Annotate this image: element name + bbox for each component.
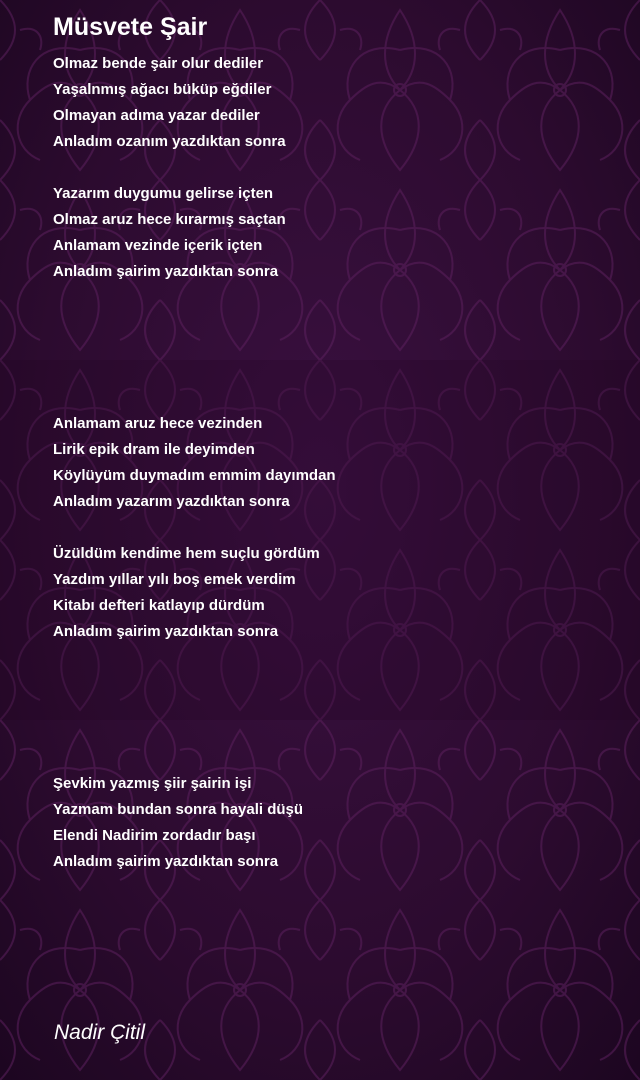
poem-line: Olmaz bende şair olur dediler (53, 55, 264, 72)
poem-title: Müsvete Şair (53, 13, 208, 41)
poem-stanza-3 (53, 411, 336, 515)
poem-line: Anlamam vezinde içerik içten (53, 237, 263, 254)
poem-stanza-2 (53, 181, 286, 285)
poem-line: Olmaz aruz hece kırarmış saçtan (53, 211, 286, 228)
poem-stanza-4 (53, 541, 320, 645)
poem-line: Yazmam bundan sonra hayali düşü (53, 801, 304, 818)
poem-line: Köylüyüm duymadım emmim dayımdan (53, 467, 336, 484)
poem-line: Kitabı defteri katlayıp dürdüm (53, 597, 265, 614)
poem-line: Yazarım duygumu gelirse içten (53, 185, 274, 202)
poem-author: Nadir Çitil (54, 1021, 146, 1044)
poem-line: Anladım şairim yazdıktan sonra (53, 623, 279, 640)
poem-line: Anlamam aruz hece vezinden (53, 415, 263, 432)
poem-line: Anladım şairim yazdıktan sonra (53, 853, 279, 870)
poem-line: Anladım ozanım yazdıktan sonra (53, 133, 286, 150)
poem-line: Üzüldüm kendime hem suçlu gördüm (53, 545, 320, 562)
poem-stanza-1 (53, 51, 286, 155)
poem-line: Şevkim yazmış şiir şairin işi (53, 775, 252, 792)
poem-line: Olmayan adıma yazar dediler (53, 107, 260, 124)
poem-line: Anladım şairim yazdıktan sonra (53, 263, 279, 280)
poem-stanza-5 (53, 771, 303, 875)
poem-line: Yazdım yıllar yılı boş emek verdim (53, 571, 296, 588)
poem-line: Elendi Nadirim zordadır başı (53, 827, 256, 844)
poem-line: Anladım yazarım yazdıktan sonra (53, 493, 290, 510)
poem-line: Lirik epik dram ile deyimden (53, 441, 255, 458)
poem-line: Yaşalnmış ağacı büküp eğdiler (53, 81, 272, 98)
